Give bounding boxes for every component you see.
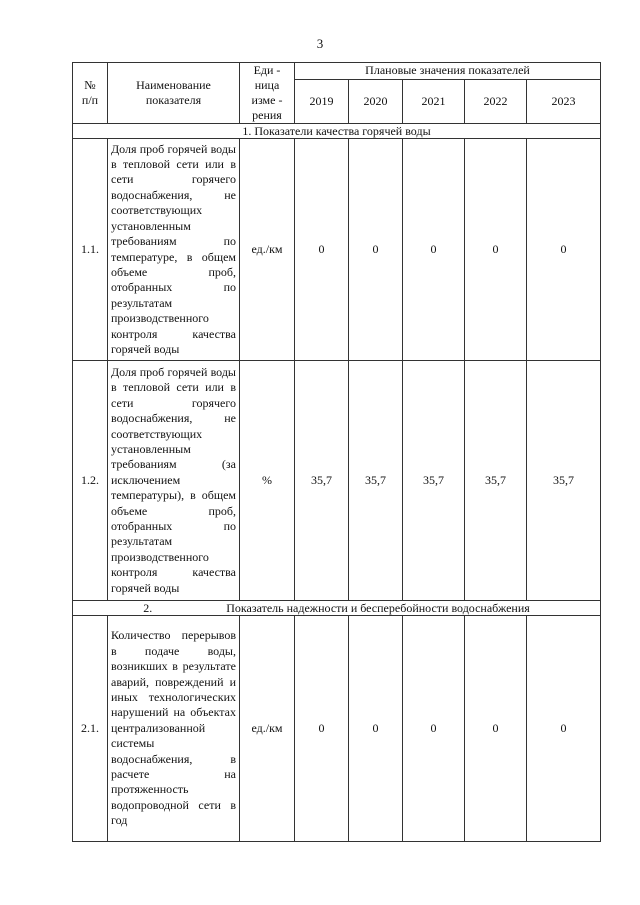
- section-title-cell: [73, 601, 601, 616]
- section-row: [73, 124, 601, 139]
- row-value: 35,7: [295, 361, 349, 601]
- row-value: 0: [403, 616, 465, 842]
- header-year: 2023: [527, 79, 601, 123]
- row-value: 35,7: [403, 361, 465, 601]
- indicators-table: [72, 62, 601, 842]
- section-number: 2.: [143, 601, 153, 615]
- header-year: 2019: [295, 79, 349, 123]
- row-number: 1.2.: [73, 361, 108, 601]
- header-name-line1: Наименование: [136, 77, 211, 92]
- section-title: 1. Показатели качества горячей воды: [73, 124, 601, 139]
- page-number: 3: [316, 36, 324, 51]
- row-value: 0: [349, 616, 403, 842]
- row-value: 35,7: [349, 361, 403, 601]
- row-value: 0: [403, 139, 465, 361]
- row-value: 0: [349, 139, 403, 361]
- row-unit: ед./км: [240, 139, 295, 361]
- row-indicator-name: Количество перерывов в подаче воды, возникших в результате аварий, повреждений и иных технологических нарушений на объектах централизованной системы водоснабжения, в расчете на протяженность водопроводной сети в год: [108, 616, 240, 842]
- row-value: 0: [465, 616, 527, 842]
- row-number: 1.1.: [73, 139, 108, 361]
- row-value: 0: [527, 616, 601, 842]
- table-row: [73, 616, 601, 842]
- table-row: [73, 361, 601, 601]
- header-planned-values: Плановые значения показателей: [295, 63, 601, 80]
- header-unit-line3: изме -: [251, 93, 283, 107]
- header-unit-line4: рения: [252, 108, 282, 122]
- header-unit-line2: ница: [254, 78, 280, 92]
- table-row: [73, 139, 601, 361]
- row-value: 35,7: [465, 361, 527, 601]
- header-year: 2022: [465, 79, 527, 123]
- row-value: 35,7: [527, 361, 601, 601]
- row-indicator-name: Доля проб горячей воды в тепловой сети или в сети горячего водоснабжения, не соответствующих установленным требованиям по температуре, в общем объеме проб, отобранных по результатам производственного контроля качества горячей воды: [108, 139, 240, 361]
- row-value: 0: [527, 139, 601, 361]
- header-name-line2: показателя: [145, 93, 202, 107]
- header-year: 2021: [403, 79, 465, 123]
- header-row-1: [73, 63, 601, 80]
- row-value: 0: [465, 139, 527, 361]
- header-number-cell: [73, 63, 108, 124]
- header-number-line2: п/п: [81, 93, 99, 107]
- row-value: 0: [295, 139, 349, 361]
- header-year: 2020: [349, 79, 403, 123]
- header-unit-cell: [240, 63, 295, 124]
- section-row: [73, 601, 601, 616]
- row-unit: ед./км: [240, 616, 295, 842]
- header-number-line1: №: [84, 77, 96, 92]
- header-name-cell: [108, 63, 240, 124]
- header-unit-line1: Еди -: [253, 63, 281, 77]
- row-number: 2.1.: [73, 616, 108, 842]
- row-unit: %: [240, 361, 295, 601]
- section-title: Показатель надежности и бесперебойности водоснабжения: [226, 601, 530, 615]
- row-value: 0: [295, 616, 349, 842]
- row-indicator-name: Доля проб горячей воды в тепловой сети или в сети горячего водоснабжения, не соответствующих установленным требованиям (за исключением температуры), в общем объеме проб, отобранных по результатам производственного контроля качества горячей воды: [108, 361, 240, 601]
